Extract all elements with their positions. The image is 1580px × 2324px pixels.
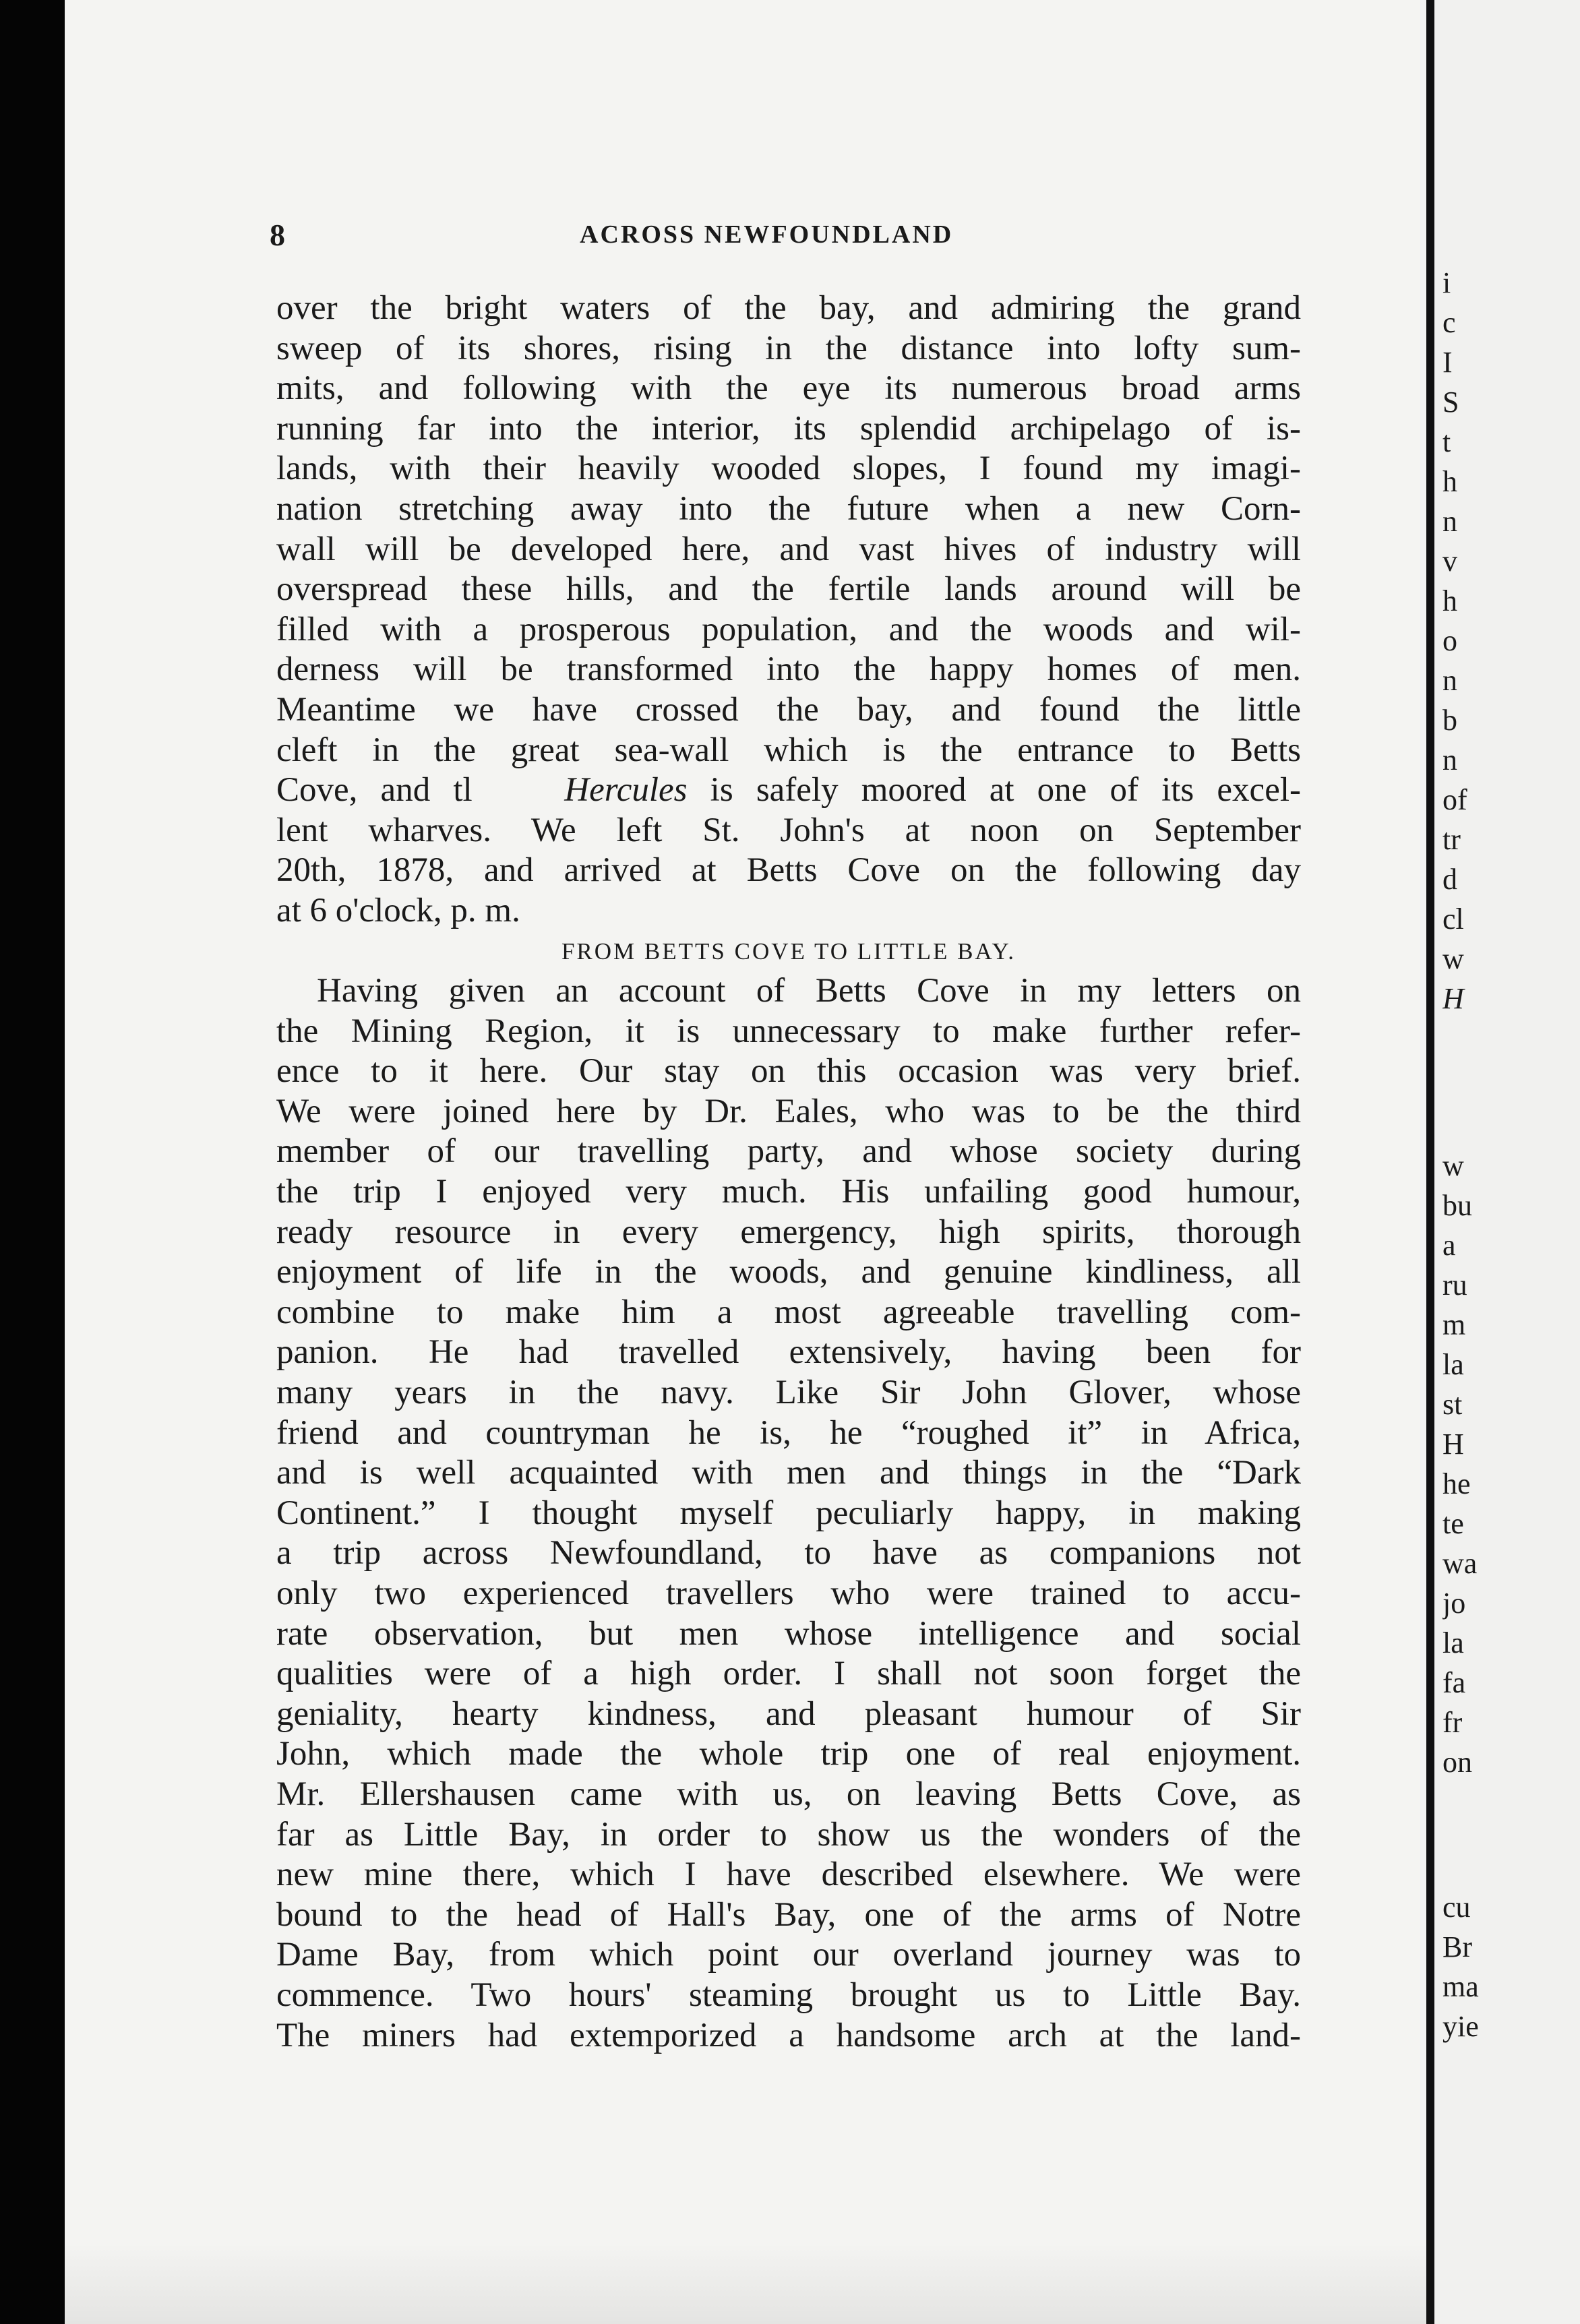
facing-fragment: la bbox=[1442, 1626, 1464, 1659]
text-line: wall will be developed here, and vast hives of industry will bbox=[276, 530, 1301, 568]
text-line: Mr. Ellershausen came with us, on leaving Betts Cove, as bbox=[276, 1775, 1301, 1813]
text-line: bound to the head of Hall's Bay, one of the arms of Notre bbox=[276, 1895, 1301, 1934]
text-segment: is safely moored at one of its excel- bbox=[710, 771, 1301, 809]
facing-fragment: cl bbox=[1442, 903, 1464, 936]
text-line-with-ship-name bbox=[276, 770, 1301, 811]
text-line: the trip I enjoyed very much. His unfailing good humour, bbox=[276, 1173, 1301, 1211]
facing-fragment: S bbox=[1442, 386, 1459, 419]
text-line: rate observation, but men whose intelligence and social bbox=[276, 1614, 1301, 1653]
facing-fragment: la bbox=[1442, 1348, 1464, 1381]
text-line: Having given an account of Betts Cove in my letters on bbox=[317, 972, 1301, 1010]
page-number: 8 bbox=[270, 218, 285, 252]
facing-fragment: b bbox=[1442, 704, 1457, 737]
facing-fragment: t bbox=[1442, 425, 1451, 458]
facing-fragment: ma bbox=[1442, 1970, 1479, 2003]
facing-fragment: fr bbox=[1442, 1706, 1463, 1739]
text-line: mits, and following with the eye its numerous broad arms bbox=[276, 369, 1301, 408]
facing-fragment: on bbox=[1442, 1746, 1472, 1779]
body-text bbox=[276, 288, 1301, 2056]
facing-page-text-bottom bbox=[1442, 1887, 1580, 2046]
facing-fragment: cu bbox=[1442, 1891, 1471, 1924]
text-line: nation stretching away into the future when a new Corn- bbox=[276, 489, 1301, 528]
facing-fragment: n bbox=[1442, 505, 1457, 538]
text-line: lands, with their heavily wooded slopes, I found my imagi- bbox=[276, 450, 1301, 488]
facing-page-text-middle bbox=[1442, 1146, 1580, 1782]
facing-fragment: n bbox=[1442, 743, 1457, 776]
facing-fragment: c bbox=[1442, 306, 1456, 339]
facing-fragment: w bbox=[1442, 942, 1464, 975]
facing-fragment: he bbox=[1442, 1467, 1471, 1500]
section-heading: FROM BETTS COVE TO LITTLE BAY. bbox=[561, 938, 1016, 965]
facing-fragment: wa bbox=[1442, 1547, 1478, 1580]
page-shadow bbox=[65, 2243, 1426, 2324]
running-title: ACROSS NEWFOUNDLAND bbox=[580, 220, 954, 249]
text-line: geniality, hearty kindness, and pleasant humour of Sir bbox=[276, 1694, 1301, 1733]
ship-name: Hercules bbox=[564, 771, 688, 809]
text-line: a trip across Newfoundland, to have as companions not bbox=[276, 1534, 1301, 1572]
text-segment: Cove, and tl bbox=[276, 771, 473, 809]
facing-fragment: st bbox=[1442, 1388, 1463, 1421]
facing-fragment: te bbox=[1442, 1507, 1464, 1540]
text-line: 20th, 1878, and arrived at Betts Cove on the following day bbox=[276, 851, 1301, 890]
facing-fragment: n bbox=[1442, 664, 1457, 697]
facing-fragment: i bbox=[1442, 266, 1451, 299]
text-line: ready resource in every emergency, high spirits, thorough bbox=[276, 1213, 1301, 1251]
facing-fragment: jo bbox=[1442, 1587, 1466, 1620]
text-line: combine to make him a most agreeable travelling com- bbox=[276, 1293, 1301, 1331]
facing-fragment: bu bbox=[1442, 1189, 1472, 1222]
text-line: cleft in the great sea-wall which is the entrance to Betts bbox=[276, 731, 1301, 769]
text-line: commence. Two hours' steaming brought us to Little Bay. bbox=[276, 1976, 1301, 2014]
text-line: the Mining Region, it is unnecessary to make further refer- bbox=[276, 1012, 1301, 1050]
text-line: overspread these hills, and the fertile lands around will be bbox=[276, 570, 1301, 609]
facing-fragment: I bbox=[1442, 346, 1453, 379]
text-line: over the bright waters of the bay, and admiring the grand bbox=[276, 289, 1301, 327]
text-line: Meantime we have crossed the bay, and found the little bbox=[276, 690, 1301, 729]
text-line: and is well acquainted with men and things in the “Dark bbox=[276, 1454, 1301, 1492]
book-gutter bbox=[1426, 0, 1434, 2324]
text-line: far as Little Bay, in order to show us the wonders of the bbox=[276, 1815, 1301, 1854]
running-header bbox=[270, 217, 1321, 257]
text-line: sweep of its shores, rising in the distance into lofty sum- bbox=[276, 329, 1301, 367]
facing-fragment: d bbox=[1442, 863, 1457, 896]
facing-fragment: o bbox=[1442, 624, 1457, 657]
text-line: John, which made the whole trip one of real enjoyment. bbox=[276, 1735, 1301, 1773]
text-line: panion. He had travelled extensively, having been for bbox=[276, 1333, 1301, 1372]
text-line: ence to it here. Our stay on this occasion was very brief. bbox=[276, 1052, 1301, 1091]
facing-fragment: H bbox=[1442, 1428, 1464, 1461]
facing-fragment: m bbox=[1442, 1308, 1466, 1341]
facing-fragment: v bbox=[1442, 545, 1457, 578]
facing-fragment: H bbox=[1442, 982, 1464, 1015]
facing-fragment: of bbox=[1442, 783, 1467, 816]
text-line: Continent.” I thought myself peculiarly happy, in making bbox=[276, 1494, 1301, 1532]
scan-border-left bbox=[0, 0, 65, 2324]
facing-fragment: yie bbox=[1442, 2010, 1479, 2043]
text-line: filled with a prosperous population, and the woods and wil- bbox=[276, 610, 1301, 648]
facing-fragment: tr bbox=[1442, 823, 1461, 856]
text-line: friend and countryman he is, he “roughed it” in Africa, bbox=[276, 1413, 1301, 1452]
text-line: qualities were of a high order. I shall not soon forget the bbox=[276, 1655, 1301, 1693]
text-line: enjoyment of life in the woods, and genuine kindliness, all bbox=[276, 1253, 1301, 1291]
text-line: new mine there, which I have described elsewhere. We were bbox=[276, 1856, 1301, 1894]
facing-fragment: h bbox=[1442, 465, 1457, 498]
text-line: The miners had extemporized a handsome arch at the land- bbox=[276, 2016, 1301, 2054]
text-line: many years in the navy. Like Sir John Glover, whose bbox=[276, 1374, 1301, 1412]
text-line: member of our travelling party, and whose society during bbox=[276, 1132, 1301, 1171]
facing-fragment: fa bbox=[1442, 1666, 1466, 1699]
text-line: derness will be transformed into the happy homes of men. bbox=[276, 650, 1301, 689]
text-line: running far into the interior, its splendid archipelago of is- bbox=[276, 409, 1301, 448]
text-line: only two experienced travellers who were trained to accu- bbox=[276, 1574, 1301, 1612]
text-line: We were joined here by Dr. Eales, who was to be the third bbox=[276, 1092, 1301, 1130]
text-line: Dame Bay, from which point our overland journey was to bbox=[276, 1936, 1301, 1974]
facing-fragment: w bbox=[1442, 1149, 1464, 1182]
facing-fragment: Br bbox=[1442, 1930, 1472, 1963]
facing-page-text-top bbox=[1442, 263, 1580, 1018]
text-line: lent wharves. We left St. John's at noon on September bbox=[276, 811, 1301, 849]
text-line: at 6 o'clock, p. m. bbox=[276, 891, 520, 929]
facing-fragment: h bbox=[1442, 584, 1457, 617]
facing-fragment: a bbox=[1442, 1229, 1456, 1262]
facing-fragment: ru bbox=[1442, 1268, 1467, 1302]
